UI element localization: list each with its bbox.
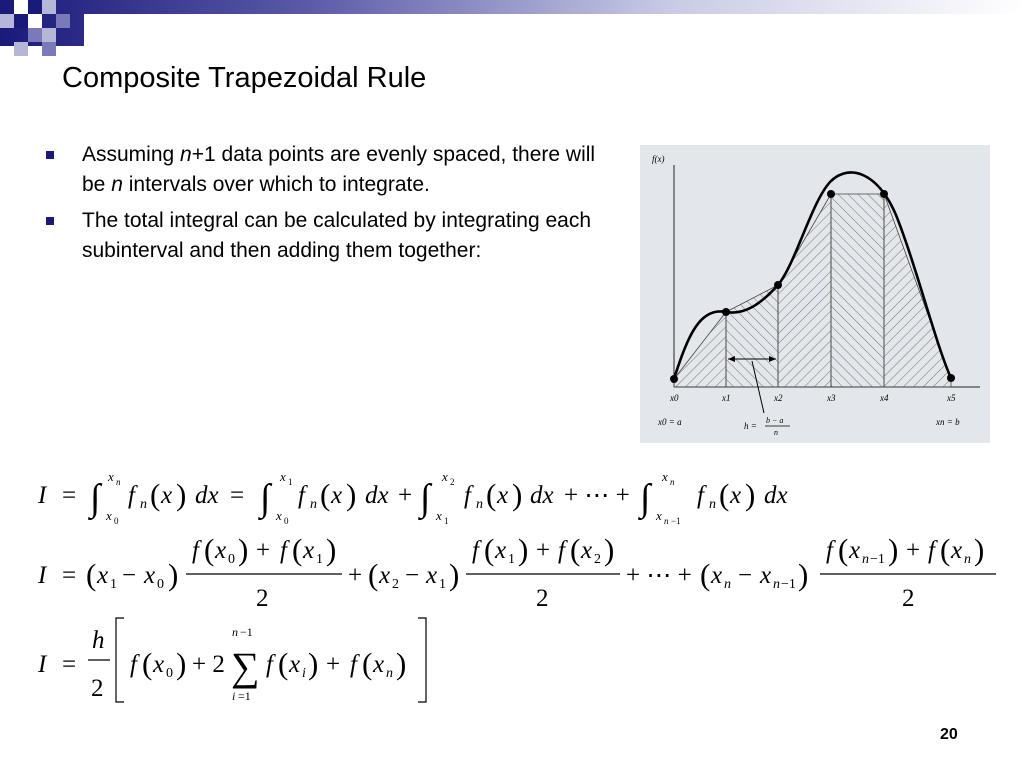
svg-text:(: ( [700, 557, 711, 592]
svg-text:=: = [62, 562, 77, 589]
svg-text:): ) [512, 477, 523, 512]
svg-text:): ) [346, 477, 357, 512]
svg-text:n: n [724, 577, 731, 592]
svg-text:n: n [709, 497, 716, 512]
svg-text:2: 2 [91, 675, 104, 702]
decor-square [14, 42, 28, 56]
decor-square [28, 14, 42, 28]
y-axis-label: f(x) [652, 154, 665, 164]
svg-text:x: x [303, 537, 315, 564]
header-white-strip [84, 14, 1024, 46]
svg-text:x: x [442, 469, 448, 484]
svg-text:(: ( [570, 532, 581, 567]
svg-text:): ) [974, 532, 985, 567]
svg-text:x: x [662, 469, 668, 484]
svg-text:x: x [106, 508, 112, 523]
svg-text:2: 2 [594, 552, 601, 567]
svg-text:x: x [656, 508, 662, 523]
svg-text:n: n [964, 552, 971, 567]
svg-text:x: x [760, 562, 772, 589]
svg-text:+: + [256, 537, 271, 564]
svg-text:f: f [826, 537, 833, 564]
bullet-square-icon [46, 151, 54, 159]
svg-text:f: f [558, 537, 565, 564]
svg-text:(: ( [940, 532, 951, 567]
svg-text:n: n [862, 552, 869, 567]
svg-text:n: n [773, 577, 780, 592]
svg-text:1: 1 [288, 477, 293, 487]
svg-text:): ) [798, 557, 809, 592]
trapezoid-diagram [640, 145, 990, 443]
decor-square [56, 14, 70, 28]
svg-text:x: x [280, 469, 286, 484]
svg-text:2: 2 [256, 585, 269, 612]
svg-text:): ) [176, 646, 187, 681]
page-number: 20 [940, 726, 958, 743]
svg-text:1: 1 [444, 516, 449, 526]
svg-text:0: 0 [114, 516, 119, 526]
svg-text:dx: dx [764, 482, 788, 509]
x-tick-label: x1 [722, 393, 731, 403]
trapezoid-3 [778, 194, 831, 387]
svg-text:(: ( [142, 646, 153, 681]
svg-text:x: x [495, 537, 507, 564]
bullet-item: The total integral can be calculated by integrating each subinterval and then adding them together: [44, 206, 614, 266]
svg-text:x: x [497, 482, 509, 509]
svg-text:n: n [116, 477, 121, 487]
svg-text:): ) [176, 477, 187, 512]
data-point [947, 374, 955, 382]
svg-text:i: i [302, 666, 306, 681]
x0-note: x0 = a [658, 417, 682, 427]
h-numerator: b − a [766, 416, 784, 425]
svg-text:x: x [373, 651, 385, 678]
svg-text:−: − [738, 562, 753, 589]
svg-text:x: x [730, 482, 742, 509]
svg-text:): ) [449, 557, 460, 592]
h-denominator: n [774, 428, 778, 437]
x-tick-label: x0 [670, 393, 679, 403]
svg-text:−: − [405, 562, 420, 589]
svg-text:−: − [122, 562, 137, 589]
svg-text:x: x [108, 469, 114, 484]
svg-text:−1: −1 [671, 516, 681, 526]
svg-text:): ) [518, 532, 529, 567]
svg-text:(: ( [368, 557, 379, 592]
h-note: h = [744, 421, 757, 431]
svg-text:): ) [168, 557, 179, 592]
svg-text:f: f [697, 482, 704, 509]
svg-text:x: x [161, 482, 173, 509]
svg-text:n: n [232, 625, 238, 639]
trapezoid-figure [640, 145, 990, 443]
svg-text:(: ( [719, 477, 730, 512]
svg-text:I: I [38, 482, 47, 509]
svg-text:+ 2: + 2 [192, 651, 225, 678]
svg-text:x: x [379, 562, 391, 589]
svg-text:): ) [604, 532, 615, 567]
svg-text:f: f [266, 651, 273, 678]
svg-text:f: f [280, 537, 287, 564]
x-tick-label: x3 [827, 393, 836, 403]
trapezoid-5 [884, 194, 951, 387]
svg-text:1: 1 [110, 577, 117, 592]
bullet-item: Assuming n+1 data points are evenly spaced, there will be n intervals over which to integrate. [44, 140, 614, 200]
svg-text:f: f [464, 482, 471, 509]
svg-text:i: i [232, 689, 236, 703]
decor-square [28, 28, 42, 42]
decor-square [42, 0, 56, 14]
svg-text:0: 0 [228, 552, 235, 567]
svg-text:f: f [350, 651, 357, 678]
svg-text:−1: −1 [781, 577, 796, 592]
svg-text:(: ( [320, 477, 331, 512]
decor-square [28, 0, 42, 14]
svg-text:x: x [215, 537, 227, 564]
data-point [774, 281, 782, 289]
bullet-square-icon [46, 217, 54, 225]
svg-text:(: ( [486, 477, 497, 512]
svg-text:=: = [62, 482, 77, 509]
svg-text:n: n [664, 516, 669, 526]
svg-text:+: + [536, 537, 551, 564]
svg-text:x: x [436, 508, 442, 523]
svg-text:2: 2 [902, 585, 915, 612]
svg-text:(: ( [484, 532, 495, 567]
trapezoid-2 [726, 285, 778, 387]
data-point [880, 190, 888, 198]
svg-text:+: + [906, 537, 921, 564]
decor-square [14, 0, 28, 14]
svg-text:x: x [97, 562, 109, 589]
svg-text:−1: −1 [240, 625, 253, 639]
svg-text:dx: dx [365, 482, 389, 509]
svg-text:n: n [476, 497, 483, 512]
svg-text:∫: ∫ [420, 477, 431, 519]
trapezoid-4 [831, 194, 884, 387]
svg-text:∫: ∫ [640, 477, 651, 519]
data-point [670, 375, 678, 383]
svg-text:x: x [153, 651, 165, 678]
svg-text:x: x [276, 508, 282, 523]
svg-text:(: ( [838, 532, 849, 567]
decor-square [0, 14, 14, 28]
svg-text:f: f [192, 537, 199, 564]
slide-title: Composite Trapezoidal Rule [62, 62, 427, 94]
svg-text:): ) [308, 646, 319, 681]
decor-square [42, 28, 56, 42]
svg-text:I: I [38, 651, 47, 678]
svg-text:−1: −1 [870, 552, 885, 567]
svg-text:+ ⋯ +: + ⋯ + [626, 562, 692, 589]
svg-text:+ ⋯ +: + ⋯ + [564, 482, 630, 509]
svg-text:1: 1 [316, 552, 323, 567]
decor-square [14, 14, 28, 28]
svg-text:): ) [396, 646, 407, 681]
svg-text:): ) [745, 477, 756, 512]
svg-text:): ) [238, 532, 249, 567]
svg-text:h: h [92, 627, 105, 654]
svg-text:): ) [326, 532, 337, 567]
xn-note: xn = b [936, 417, 960, 427]
svg-text:x: x [711, 562, 723, 589]
svg-text:+: + [348, 562, 363, 589]
svg-text:f: f [128, 482, 135, 509]
svg-text:1: 1 [508, 552, 515, 567]
svg-text:0: 0 [157, 577, 164, 592]
svg-text:2: 2 [536, 585, 549, 612]
svg-text:1: 1 [439, 577, 446, 592]
svg-text:∑: ∑ [231, 644, 260, 689]
svg-text:x: x [951, 537, 963, 564]
svg-text:2: 2 [450, 477, 455, 487]
svg-text:+: + [326, 651, 341, 678]
svg-text:+: + [398, 482, 413, 509]
svg-text:(: ( [86, 557, 97, 592]
svg-text:0: 0 [166, 666, 173, 681]
svg-text:f: f [130, 651, 137, 678]
svg-text:0: 0 [284, 516, 289, 526]
svg-text:=: = [230, 482, 245, 509]
svg-text:n: n [386, 666, 393, 681]
svg-text:∫: ∫ [90, 477, 101, 519]
svg-text:): ) [888, 532, 899, 567]
svg-text:∫: ∫ [260, 477, 271, 519]
svg-text:f: f [472, 537, 479, 564]
svg-text:n: n [670, 477, 675, 487]
svg-text:f: f [298, 482, 305, 509]
svg-text:(: ( [362, 646, 373, 681]
svg-text:(: ( [150, 477, 161, 512]
bullet-list [44, 140, 614, 272]
svg-text:x: x [849, 537, 861, 564]
svg-text:I: I [38, 562, 47, 589]
x-tick-label: x2 [774, 393, 783, 403]
svg-text:dx: dx [195, 482, 219, 509]
svg-text:x: x [289, 651, 301, 678]
svg-text:x: x [144, 562, 156, 589]
x-tick-label: x5 [947, 393, 956, 403]
svg-text:n: n [140, 497, 147, 512]
svg-text:(: ( [204, 532, 215, 567]
svg-text:n: n [310, 497, 317, 512]
data-point [722, 308, 730, 316]
x-tick-label: x4 [880, 393, 889, 403]
svg-text:f: f [928, 537, 935, 564]
svg-text:x: x [581, 537, 593, 564]
svg-text:2: 2 [392, 577, 399, 592]
svg-text:(: ( [292, 532, 303, 567]
data-point [827, 190, 835, 198]
decor-square [0, 0, 14, 14]
svg-text:x: x [331, 482, 343, 509]
svg-text:x: x [426, 562, 438, 589]
decor-square [42, 42, 56, 56]
svg-text:(: ( [278, 646, 289, 681]
svg-text:dx: dx [530, 482, 554, 509]
svg-text:=1: =1 [238, 689, 251, 703]
svg-text:=: = [62, 651, 77, 678]
